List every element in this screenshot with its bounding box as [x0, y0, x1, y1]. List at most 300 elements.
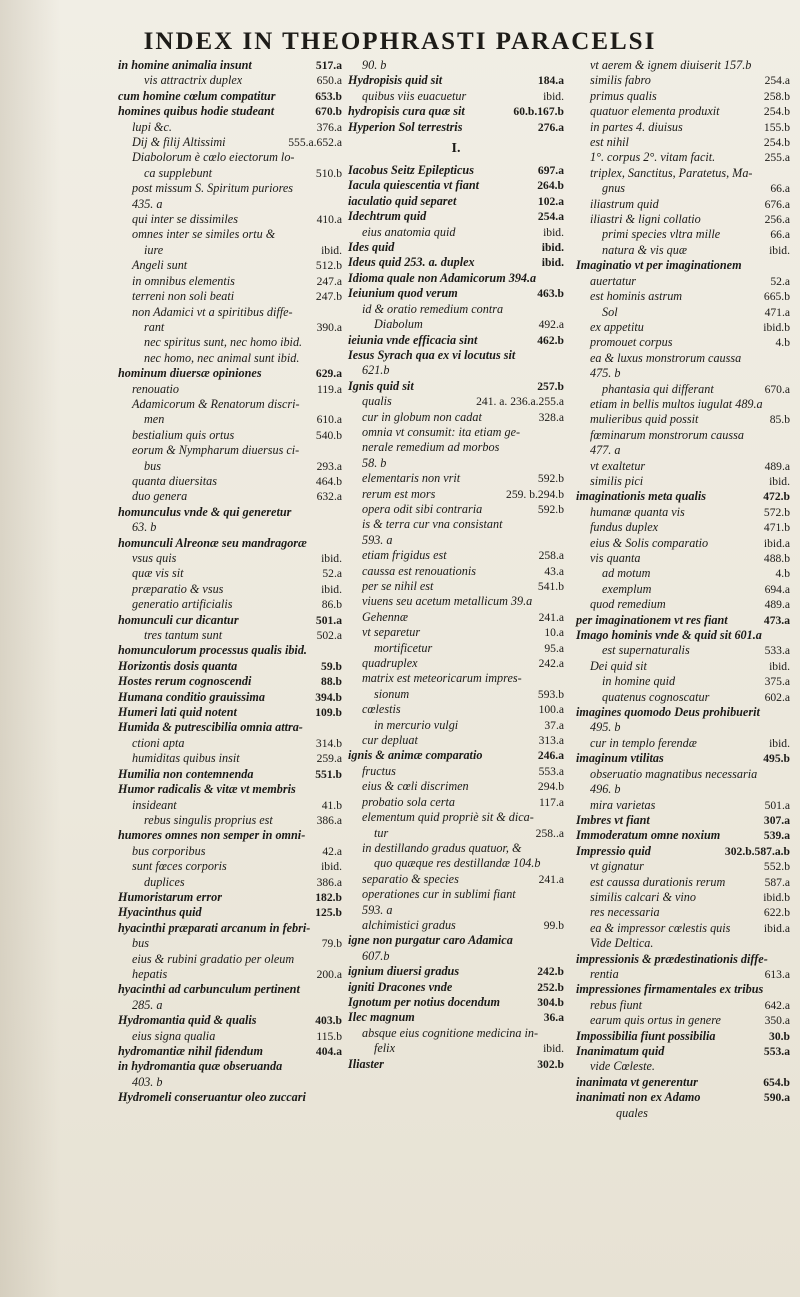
entry-page-ref: 254.b: [763, 105, 790, 119]
entry-text: elementaris non vrit: [362, 471, 461, 486]
index-entry: [348, 517, 564, 532]
entry-text: ctioni apta: [132, 735, 185, 750]
entry-page-ref: ibid.: [543, 225, 564, 239]
entry-text: in destillando gradus quatuor, &: [362, 840, 522, 855]
entry-page-ref: 252.b: [537, 980, 564, 994]
entry-page-ref: 100.a: [538, 703, 564, 717]
entry-text: caussa est renouationis: [362, 563, 476, 578]
index-entry: [576, 289, 790, 304]
index-entry: [576, 505, 790, 520]
index-entry: [118, 844, 342, 859]
entry-page-ref: 254.a: [764, 74, 790, 88]
index-entry: [576, 489, 790, 504]
entry-text: igniti Dracones vnde: [348, 979, 453, 994]
entry-page-ref: 99.b: [543, 918, 564, 932]
entry-text: auertatur: [590, 273, 637, 288]
index-entry: [118, 1090, 342, 1105]
entry-text: eorum & Nympharum diuersus ci-: [132, 443, 300, 458]
entry-page-ref: 4.b: [775, 567, 790, 581]
entry-text: quatuor elementa produxit: [590, 104, 720, 119]
entry-text: Sol: [602, 304, 618, 319]
index-entry: [348, 1057, 564, 1072]
index-entry: [348, 271, 564, 286]
index-entry: [576, 998, 790, 1013]
index-entry: [348, 1026, 564, 1041]
index-entry: [348, 209, 564, 224]
entry-page-ref: 489.a: [764, 459, 790, 473]
entry-text: Hostes rerum cognoscendi: [118, 674, 252, 689]
entry-text: cœlestis: [362, 702, 401, 717]
index-entry: [576, 366, 790, 381]
entry-page-ref: 610.a: [316, 413, 342, 427]
entry-page-ref: 259.a: [316, 752, 342, 766]
index-entry: [348, 594, 564, 609]
entry-page-ref: ibid.: [769, 736, 790, 750]
entry-page-ref: 350.a: [764, 1014, 790, 1028]
entry-page-ref: 410.a: [316, 213, 342, 227]
entry-text: Iliaster: [348, 1056, 384, 1071]
entry-text: vt separetur: [362, 625, 421, 640]
index-entry: [348, 964, 564, 979]
entry-page-ref: 492.a: [538, 318, 564, 332]
entry-text: inanimati non ex Adamo: [576, 1090, 701, 1105]
entry-page-ref: ibid.: [321, 552, 342, 565]
entry-text: nec spiritus sunt, nec homo ibid.: [144, 335, 303, 350]
index-entry: [348, 933, 564, 948]
entry-text: insideant: [132, 797, 177, 812]
index-entry: [576, 1029, 790, 1044]
index-entry: [576, 227, 790, 242]
index-entry: [118, 582, 342, 597]
entry-text: in homine quid: [602, 674, 676, 689]
index-entry: [576, 767, 790, 782]
entry-page-ref: 552.b: [763, 860, 790, 874]
entry-text: id & oratio remedium contra: [362, 301, 504, 316]
entry-text: Hydromantia quid & qualis: [118, 1013, 257, 1028]
entry-text: duo genera: [132, 489, 188, 504]
entry-text: mulieribus quid possit: [590, 412, 699, 427]
index-entry: [348, 410, 564, 425]
entry-text: Ignotum per notius docendum: [348, 994, 501, 1009]
index-entry: [348, 317, 564, 332]
index-entry: [576, 212, 790, 227]
index-entry: [118, 397, 342, 412]
entry-text: rerum est mors: [362, 486, 436, 501]
entry-page-ref: 510.b: [315, 166, 342, 180]
index-entry: [118, 274, 342, 289]
index-entry: [348, 286, 564, 301]
entry-text: Ides quid: [348, 240, 395, 255]
entry-text: Impossibilia fiunt possibilia: [576, 1028, 716, 1043]
entry-text: tur: [374, 825, 389, 840]
entry-text: post missum S. Spiritum puriores: [132, 181, 294, 196]
index-entry: [118, 597, 342, 612]
entry-text: imagines quomodo Deus prohibuerit: [576, 705, 760, 720]
entry-text: 285. a: [132, 997, 163, 1012]
index-entry: [348, 856, 564, 871]
entry-text: eius & Solis comparatio: [590, 535, 709, 550]
index-entry: [348, 302, 564, 317]
entry-text: cum homine cœlum compatitur: [118, 88, 276, 103]
entry-page-ref: 242.b: [537, 965, 564, 979]
index-entry: [348, 872, 564, 887]
index-entry: [576, 258, 790, 273]
index-entry: [118, 659, 342, 674]
index-entry: [348, 795, 564, 810]
index-entry: [118, 197, 342, 212]
entry-page-ref: 59.b: [321, 659, 342, 673]
entry-text: similis calcari & vino: [590, 889, 696, 904]
entry-text: Idioma quale non Adamicorum 394.a: [348, 270, 537, 285]
index-entry: [118, 782, 342, 797]
entry-text: bus: [144, 458, 161, 473]
entry-text: Adamicorum & Renatorum discri-: [132, 396, 300, 411]
entry-text: Ieiunium quod verum: [348, 286, 458, 301]
entry-text: vt aerem & ignem diuiserit 157.b: [590, 58, 752, 72]
index-entry: [576, 443, 790, 458]
index-entry: [576, 536, 790, 551]
entry-text: ca supplebunt: [144, 165, 213, 180]
entry-text: vis attractrix duplex: [144, 73, 243, 88]
index-entry: [576, 705, 790, 720]
index-entry: [118, 952, 342, 967]
index-entry: [576, 751, 790, 766]
entry-text: fundus duplex: [590, 520, 659, 535]
entry-text: hepatis: [132, 966, 168, 981]
entry-text: Impressio quid: [576, 843, 651, 858]
entry-page-ref: 602.a: [764, 690, 790, 704]
index-entry: [118, 551, 342, 566]
entry-text: quo quæque res destillandæ 104.b: [374, 856, 541, 871]
entry-page-ref: 462.b: [537, 333, 564, 347]
entry-text: tres tantum sunt: [144, 628, 223, 643]
index-entry: [576, 459, 790, 474]
index-entry: [576, 859, 790, 874]
index-entry: [348, 841, 564, 856]
entry-page-ref: 629.a: [315, 367, 342, 381]
index-entry: [348, 487, 564, 502]
entry-text: Idechtrum quid: [348, 209, 427, 224]
index-entry: [118, 798, 342, 813]
index-entry: [576, 936, 790, 951]
entry-text: Imago hominis vnde & quid sit 601.a: [576, 628, 762, 643]
entry-text: elementum quid propriè sit & dica-: [362, 810, 534, 825]
index-entry: [118, 921, 342, 936]
index-entry: [118, 1044, 342, 1059]
entry-text: rant: [144, 319, 165, 334]
index-entry: [576, 474, 790, 489]
index-entry: [576, 582, 790, 597]
entry-page-ref: 394.b: [315, 690, 342, 704]
entry-page-ref: 247.a: [316, 274, 342, 288]
index-entry: [576, 1013, 790, 1028]
index-entry: [118, 936, 342, 951]
entry-page-ref: 495.b: [763, 752, 790, 766]
entry-text: generatio artificialis: [132, 597, 233, 612]
entry-text: Vide Deltica.: [590, 936, 654, 951]
index-entry: [576, 120, 790, 135]
index-entry: [576, 659, 790, 674]
index-entry: [576, 243, 790, 258]
index-entry: [576, 58, 790, 73]
entry-text: matrix est meteoricarum impres-: [362, 671, 522, 686]
entry-text: terreni non soli beati: [132, 289, 235, 304]
entry-page-ref: 386.a: [316, 813, 342, 827]
index-entry: [118, 181, 342, 196]
entry-text: earum quis ortus in genere: [590, 1013, 721, 1028]
page-title: INDEX IN THEOPHRASTI PARACELSI: [143, 28, 657, 55]
entry-page-ref: 42.a: [322, 844, 342, 858]
index-entry: [118, 828, 342, 843]
entry-page-ref: 533.a: [764, 644, 790, 658]
entry-text: viuens seu acetum metallicum 39.a: [362, 594, 533, 609]
index-entry: [118, 905, 342, 920]
index-entry: [118, 89, 342, 104]
index-entry: [348, 240, 564, 255]
entry-page-ref: 259. b.294.b: [506, 487, 564, 501]
page-edge-shading: [0, 0, 60, 1297]
entry-text: ignium diuersi gradus: [348, 964, 460, 979]
entry-text: natura & vis quæ: [602, 242, 687, 257]
entry-text: obseruatio magnatibus necessaria: [590, 766, 758, 781]
entry-text: eius & rubini gradatio per oleum: [132, 951, 295, 966]
entry-text: quadruplex: [362, 656, 418, 671]
entry-text: quibus viis euacuetur: [362, 88, 467, 103]
index-entry: [348, 471, 564, 486]
index-entry: [348, 104, 564, 119]
entry-text: opera odit sibi contraria: [362, 501, 483, 516]
entry-page-ref: 102.a: [537, 194, 564, 208]
index-entry: [348, 333, 564, 348]
index-entry: [576, 720, 790, 735]
entry-text: ea & impressor cœlestis quis: [590, 920, 731, 935]
index-entry: [118, 120, 342, 135]
index-entry: [348, 1041, 564, 1056]
entry-page-ref: 302.b: [537, 1057, 564, 1071]
entry-text: Ideus quid 253. a. duplex: [348, 255, 475, 270]
index-entry: [348, 810, 564, 825]
entry-text: mira varietas: [590, 797, 656, 812]
entry-page-ref: 572.b: [763, 505, 790, 519]
entry-text: homunculus vnde & qui generetur: [118, 504, 292, 519]
index-entry: [348, 718, 564, 733]
index-entry: [348, 641, 564, 656]
index-entry: [118, 73, 342, 88]
entry-page-ref: 314.b: [315, 736, 342, 750]
entry-text: 496. b: [590, 782, 621, 797]
entry-text: 58. b: [362, 455, 387, 470]
entry-text: Gehennæ: [362, 609, 409, 624]
entry-text: renouatio: [132, 381, 179, 396]
index-entry: [576, 520, 790, 535]
entry-text: 477. a: [590, 443, 621, 458]
index-entry: [576, 643, 790, 658]
entry-text: alchimistici gradus: [362, 917, 456, 932]
entry-page-ref: 182.b: [315, 890, 342, 904]
entry-page-ref: 375.a: [764, 675, 790, 689]
entry-page-ref: ibid.: [769, 474, 790, 488]
index-entry: [118, 736, 342, 751]
entry-text: men: [144, 412, 165, 427]
index-entry: [576, 412, 790, 427]
index-entry: [348, 656, 564, 671]
index-entry: [576, 166, 790, 181]
index-entry: [576, 1059, 790, 1074]
entry-text: omnes inter se similes ortu &: [132, 227, 276, 242]
entry-page-ref: 587.a: [764, 875, 790, 889]
index-entry: [118, 520, 342, 535]
entry-text: ieiunia vnde efficacia sint: [348, 332, 478, 347]
index-entry: [348, 826, 564, 841]
entry-page-ref: 52.a: [770, 274, 790, 288]
entry-text: hydromantiæ nihil fidendum: [118, 1044, 263, 1058]
entry-text: exemplum: [602, 581, 652, 596]
index-entry: [348, 348, 564, 363]
index-entry: [118, 1059, 342, 1074]
entry-page-ref: 553.a: [763, 1045, 790, 1058]
entry-text: iliastri & ligni collatio: [590, 212, 701, 227]
entry-page-ref: 254.a: [537, 210, 564, 224]
entry-text: Imbres vt fiant: [576, 812, 650, 827]
entry-text: similis pici: [590, 473, 644, 488]
entry-text: promouet corpus: [590, 335, 673, 350]
entry-page-ref: 200.a: [316, 967, 342, 981]
index-entry: [348, 995, 564, 1010]
entry-page-ref: 670.a: [764, 382, 790, 396]
index-entry: [576, 921, 790, 936]
entry-text: quales: [616, 1105, 648, 1120]
index-entry: [118, 58, 342, 73]
entry-text: Humilia non contemnenda: [118, 766, 254, 781]
entry-text: Hyacinthus quid: [118, 905, 202, 920]
entry-text: 593. a: [362, 532, 393, 547]
entry-page-ref: 489.a: [764, 598, 790, 612]
entry-text: 90. b: [362, 58, 387, 72]
index-entry: [348, 194, 564, 209]
entry-text: 593. a: [362, 902, 393, 917]
entry-text: ea & luxus monstrorum caussa: [590, 350, 742, 365]
entry-text: quatenus cognoscatur: [602, 689, 710, 704]
index-entry: [348, 225, 564, 240]
entry-page-ref: 88.b: [321, 675, 342, 689]
index-entry: [576, 1075, 790, 1090]
index-entry: [118, 813, 342, 828]
index-entry: [118, 967, 342, 982]
entry-page-ref: 258.a: [538, 549, 564, 563]
entry-page-ref: 501.a: [764, 798, 790, 812]
index-entry: [576, 844, 790, 859]
index-entry: [348, 764, 564, 779]
entry-text: imaginationis meta qualis: [576, 489, 707, 504]
entry-text: 621.b: [362, 363, 390, 378]
index-entry: [576, 982, 790, 997]
entry-text: Iacobus Seitz Epilepticus: [348, 163, 474, 178]
entry-page-ref: 37.a: [544, 718, 564, 732]
index-entry: [576, 890, 790, 905]
entry-text: homunculi Alreonæ seu mandragoræ: [118, 535, 307, 550]
entry-page-ref: 642.a: [764, 998, 790, 1012]
entry-page-ref: 264.b: [537, 179, 564, 193]
entry-text: in hydromantia quæ obseruanda: [118, 1059, 283, 1074]
index-entry: [348, 579, 564, 594]
entry-page-ref: 10.a: [544, 626, 564, 640]
entry-page-ref: 293.a: [316, 459, 342, 473]
entry-text: vt gignatur: [590, 859, 644, 874]
entry-page-ref: 258.b: [763, 89, 790, 103]
index-entry: [348, 980, 564, 995]
entry-page-ref: 463.b: [537, 287, 564, 301]
entry-text: omnia vt consumit: ita etiam ge-: [362, 424, 521, 439]
entry-text: quanta diuersitas: [132, 473, 217, 488]
entry-text: ad motum: [602, 566, 651, 581]
entry-page-ref: 403.b: [315, 1014, 342, 1028]
entry-text: non Adamici vt a spiritibus diffe-: [132, 304, 293, 319]
entry-text: rebus fiunt: [590, 997, 643, 1012]
index-entry: [348, 548, 564, 563]
index-entry: [118, 1029, 342, 1044]
entry-text: præparatio & vsus: [132, 581, 224, 596]
entry-page-ref: 79.b: [321, 937, 342, 951]
entry-text: bus corporibus: [132, 843, 206, 858]
entry-page-ref: 307.a: [763, 813, 790, 827]
entry-text: similis fabro: [590, 73, 651, 88]
entry-text: hydropisis cura quæ sit: [348, 104, 465, 119]
index-entry: [348, 456, 564, 471]
index-entry: [576, 274, 790, 289]
index-entry: [118, 536, 342, 551]
index-entry: [348, 918, 564, 933]
entry-page-ref: 539.a: [763, 829, 790, 843]
entry-text: 475. b: [590, 366, 621, 381]
entry-text: vis quanta: [590, 551, 641, 565]
entry-text: felix: [374, 1041, 395, 1056]
index-entry: [118, 412, 342, 427]
entry-text: Humor radicalis & vitæ vt membris: [118, 782, 296, 797]
entry-page-ref: 551.b: [315, 767, 342, 781]
index-entry: [348, 363, 564, 378]
entry-text: etiam in bellis multos iugulat 489.a: [590, 396, 763, 411]
entry-page-ref: 276.a: [537, 120, 564, 134]
entry-page-ref: 540.b: [315, 428, 342, 442]
entry-page-ref: ibid.b: [763, 890, 790, 904]
index-entry: [118, 998, 342, 1013]
entry-text: est nihil: [590, 135, 629, 150]
entry-page-ref: 313.a: [538, 734, 564, 748]
index-entry: [348, 687, 564, 702]
entry-text: 435. a: [132, 196, 163, 211]
index-entry: [576, 690, 790, 705]
index-entry: [118, 890, 342, 905]
entry-text: 63. b: [132, 520, 157, 535]
entry-page-ref: 404.a: [315, 1045, 342, 1058]
index-entry: [576, 89, 790, 104]
index-entry: [348, 610, 564, 625]
index-entry: [348, 73, 564, 88]
entry-page-ref: 155.b: [763, 120, 790, 134]
entry-page-ref: 541.b: [537, 580, 564, 593]
entry-page-ref: 125.b: [315, 906, 342, 920]
entry-text: fœminarum monstrorum caussa: [590, 427, 744, 442]
index-entry: [118, 104, 342, 119]
entry-text: homunculi cur dicantur: [118, 612, 239, 627]
index-entry: [576, 73, 790, 88]
index-entry: [576, 798, 790, 813]
entry-page-ref: ibid.: [769, 243, 790, 257]
section-letter: I.: [451, 141, 461, 157]
entry-text: per imaginationem vt res fiant: [576, 612, 728, 627]
entry-text: separatio & species: [362, 871, 459, 886]
index-entry: [118, 166, 342, 181]
